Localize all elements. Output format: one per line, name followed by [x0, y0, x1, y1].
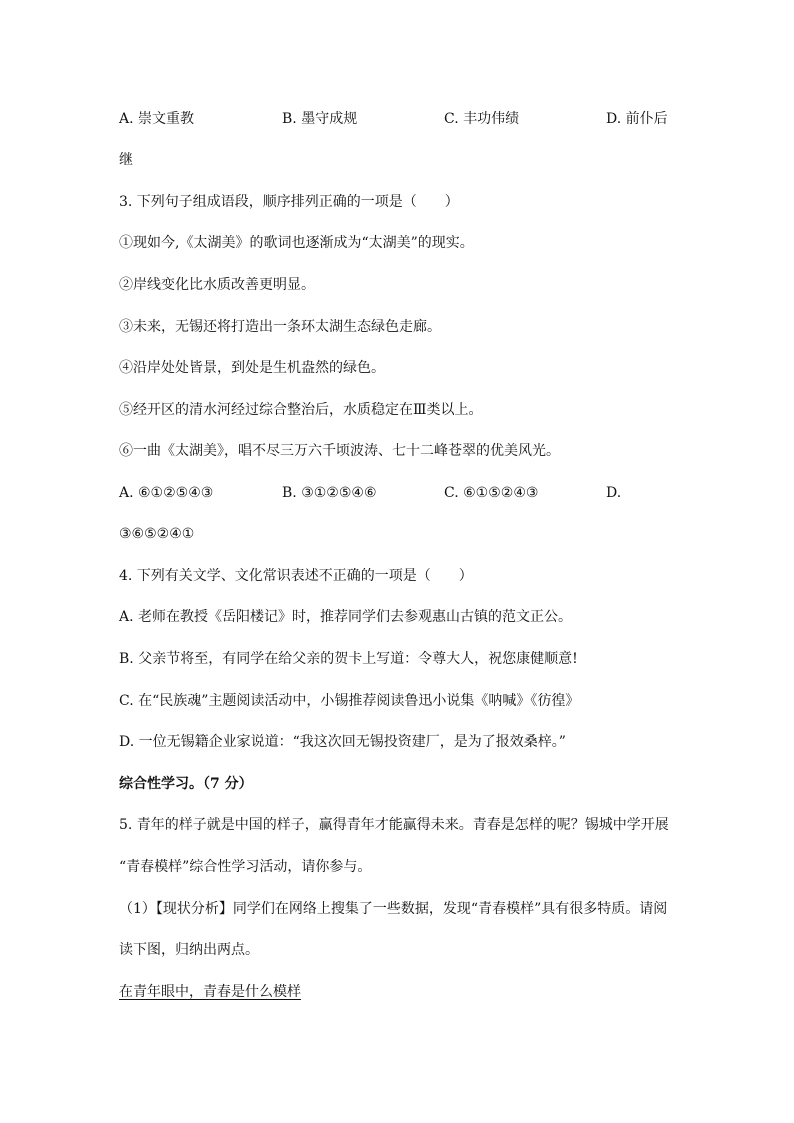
q3-sentence-1: ①现如今,《太湖美》的歌词也逐渐成为“太湖美”的现实。	[119, 235, 474, 251]
q4-stem: 4. 下列有关文学、文化常识表述不正确的一项是（ ）	[119, 568, 473, 584]
q4-option-b: B. 父亲节将至，有同学在给父亲的贺卡上写道：令尊大人，祝您康健顺意!	[119, 651, 578, 667]
q2-option-b: B. 墨守成规	[282, 111, 358, 127]
q5-stem-line-1: 5. 青年的样子就是中国的样子，赢得青年才能赢得未来。青春是怎样的呢？锡城中学开展	[119, 817, 669, 833]
q3-option-a: A. ⑥①②⑤④③	[119, 485, 214, 501]
q4-option-c: C. 在“民族魂”主题阅读活动中，小锡推荐阅读鲁迅小说集《呐喊》《彷徨》	[119, 693, 580, 709]
q3-sentence-3: ③未来，无锡还将打造出一条环太湖生态绿色走廊。	[119, 319, 441, 335]
q3-option-d: D.	[606, 485, 622, 501]
q3-stem: 3. 下列句子组成语段，顺序排列正确的一项是（ ）	[119, 194, 459, 210]
q3-option-b: B. ③①②⑤④⑥	[282, 485, 377, 501]
q2-option-d: D. 前仆后	[606, 111, 668, 127]
q2-option-a: A. 崇文重教	[119, 111, 195, 127]
q5-stem-line-2: “青春模样”综合性学习活动，请你参与。	[119, 859, 372, 875]
q2-option-d-continuation: 继	[119, 152, 133, 168]
q3-sentence-6: ⑥一曲《太湖美》，唱不尽三万六千顷波涛、七十二峰苍翠的优美风光。	[119, 443, 560, 459]
q5-sub1-line-2: 读下图，归纳出两点。	[119, 942, 259, 958]
q4-option-a: A. 老师在教授《岳阳楼记》时，推荐同学们去参观惠山古镇的范文正公。	[119, 609, 573, 625]
q3-sentence-5: ⑤经开区的清水河经过综合整治后，水质稳定在Ⅲ类以上。	[119, 402, 483, 418]
q2-option-c: C. 丰功伟绩	[444, 111, 520, 127]
q3-option-d-continuation: ③⑥⑤②④①	[119, 526, 195, 542]
q3-sentence-2: ②岸线变化比水质改善更明显。	[119, 277, 315, 293]
section-heading: 综合性学习。（7 分）	[119, 776, 253, 792]
q3-option-c: C. ⑥①⑤②④③	[444, 485, 539, 501]
q3-sentence-4: ④沿岸处处皆景，到处是生机盎然的绿色。	[119, 360, 385, 376]
q5-sub1-line-1: （1）【现状分析】同学们在网络上搜集了一些数据，发现“青春模样”具有很多特质。请阅	[119, 901, 668, 917]
chart-caption: 在青年眼中，青春是什么模样	[119, 984, 301, 1000]
q4-option-d: D. 一位无锡籍企业家说道：“我这次回无锡投资建厂，是为了报效桑梓。”	[119, 734, 566, 750]
